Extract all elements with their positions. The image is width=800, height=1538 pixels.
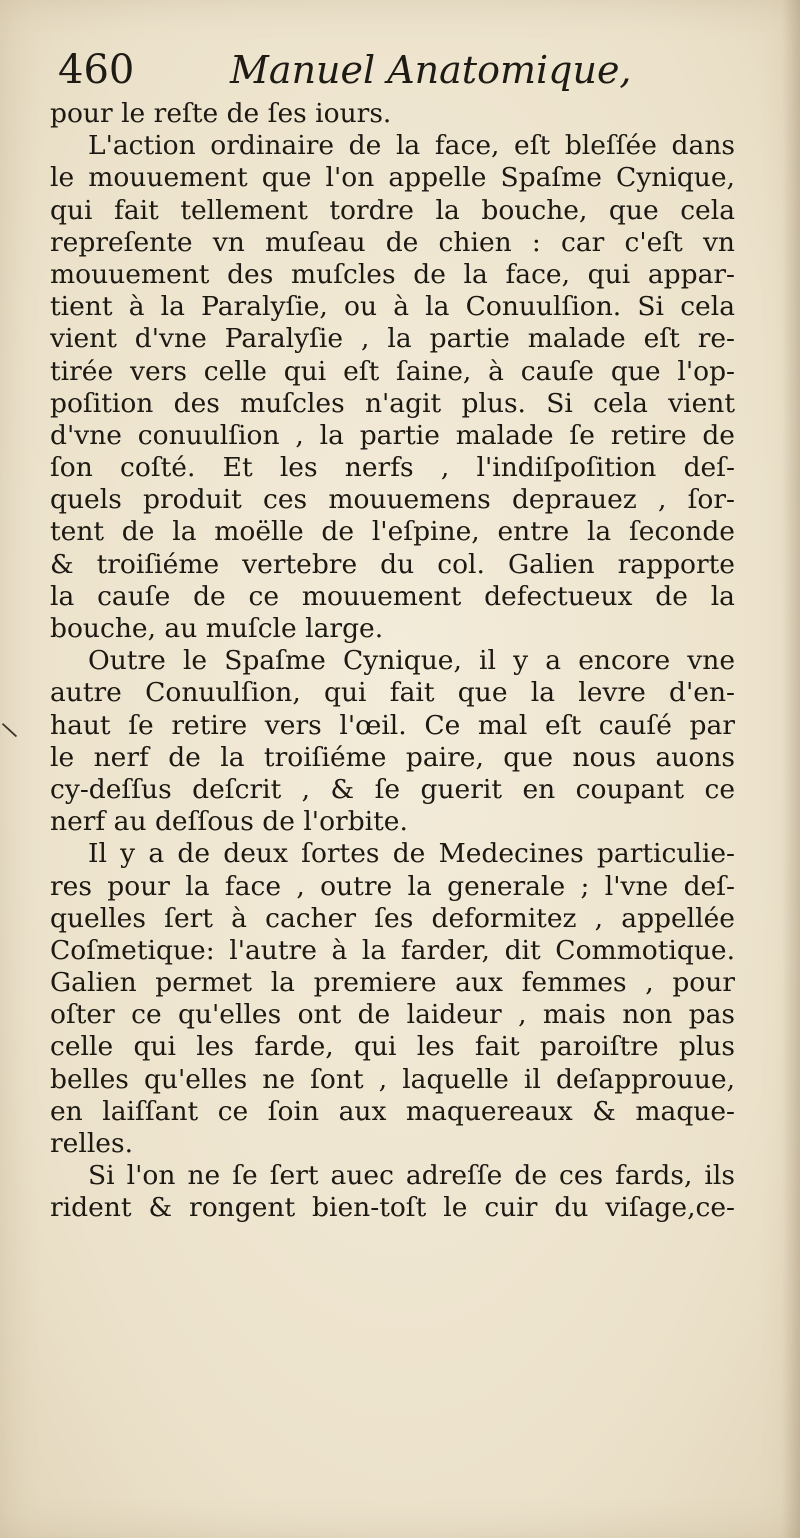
text-line: L'action ordinaire de la face, eſt bleſſée dans <box>88 130 735 162</box>
text-line: qui fait tellement tordre la bouche, que cela <box>50 194 735 226</box>
text-line: ſon coſté. Et les nerfs , l'indiſpoſition deſ- <box>50 452 735 484</box>
text-line: haut ſe retire vers l'œil. Ce mal eſt cauſé par <box>50 709 735 741</box>
text-line: quelles ſert à cacher ſes deformitez , appellée <box>50 902 735 934</box>
text-line: belles qu'elles ne ſont , laquelle il deſapprouue, <box>50 1063 735 1095</box>
text-line: pour le reſte de ſes iours. <box>50 98 392 129</box>
text-line: le nerf de la troiſiéme paire, que nous auons <box>50 741 735 773</box>
text-line: repreſente vn muſeau de chien : car c'eſt vn <box>50 226 735 258</box>
text-line: res pour la face , outre la generale ; l'vne deſ- <box>50 870 735 902</box>
margin-mark: \ <box>0 717 20 744</box>
body-text <box>50 98 735 1225</box>
text-line: celle qui les farde, qui les fait paroiſtre plus <box>50 1031 735 1063</box>
text-line: quels produit ces mouuemens deprauez , ſor- <box>50 484 735 516</box>
text-line: tirée vers celle qui eſt ſaine, à cauſe que l'op- <box>50 355 735 387</box>
paragraph <box>50 130 735 645</box>
text-line: vient d'vne Paralyſie , la partie malade eſt re- <box>50 323 735 355</box>
text-line: oſter ce qu'elles ont de laideur , mais non pas <box>50 999 735 1031</box>
text-line: relles. <box>50 1128 134 1159</box>
text-line: bouche, au muſcle large. <box>50 613 384 644</box>
text-line: Galien permet la premiere aux femmes , pour <box>50 967 735 999</box>
paragraph <box>50 98 735 130</box>
text-line: tient à la Paralyſie, ou à la Conuulſion. Si cela <box>50 291 735 323</box>
text-line: Outre le Spaſme Cynique, il y a encore vne <box>88 645 735 677</box>
page-header <box>58 38 748 98</box>
text-line: rident & rongent bien-toſt le cuir du viſage,ce- <box>50 1192 735 1224</box>
text-line: en laiſſant ce ſoin aux maquereaux & maque- <box>50 1095 735 1127</box>
text-line: tent de la moëlle de l'eſpine, entre la ſeconde <box>50 516 735 548</box>
text-line: d'vne conuulſion , la partie malade ſe retire de <box>50 419 735 451</box>
text-line: le mouuement que l'on appelle Spaſme Cynique, <box>50 162 735 194</box>
page-edge-shadow <box>782 0 800 1538</box>
text-line: la cauſe de ce mouuement defectueux de la <box>50 580 735 612</box>
text-line: Si l'on ne ſe ſert auec adreſſe de ces fards, ils <box>88 1160 735 1192</box>
paragraph <box>50 838 735 1160</box>
paragraph <box>50 1160 735 1224</box>
text-line: mouuement des muſcles de la face, qui appar- <box>50 258 735 290</box>
page-number: 460 <box>58 47 135 93</box>
text-line: & troiſiéme vertebre du col. Galien rapporte <box>50 548 735 580</box>
text-line: autre Conuulſion, qui fait que la levre d'en- <box>50 677 735 709</box>
paragraph <box>50 645 735 838</box>
text-line: nerf au deſſous de l'orbite. <box>50 806 408 838</box>
text-line: Il y a de deux ſortes de Medecines particulie- <box>88 838 735 870</box>
text-line: cy-deſſus deſcrit , & ſe guerit en coupant ce <box>50 773 735 805</box>
running-title: Manuel Anatomique, <box>230 48 632 92</box>
text-line: poſition des muſcles n'agit plus. Si cela vient <box>50 387 735 419</box>
text-line: Coſmetique: l'autre à la farder, dit Commotique. <box>50 934 735 966</box>
